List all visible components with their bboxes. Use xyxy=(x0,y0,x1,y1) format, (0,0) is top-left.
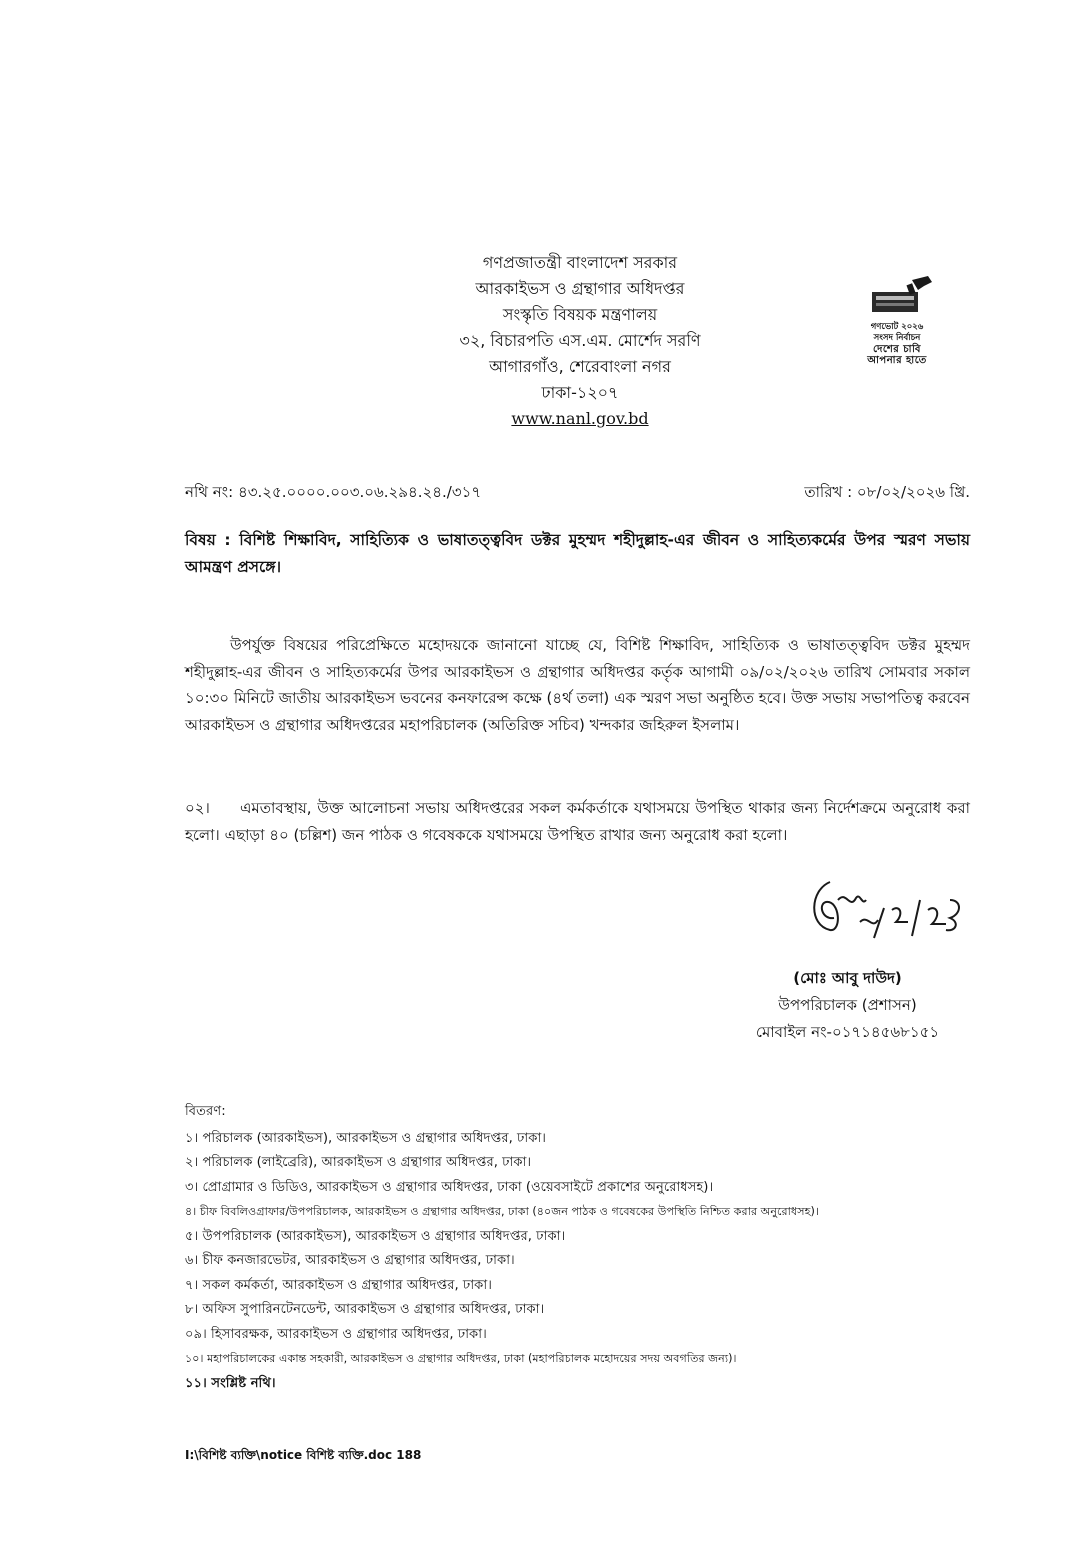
list-item: ১। পরিচালক (আরকাইভস), আরকাইভস ও গ্রন্থাগার অধিদপ্তর, ঢাকা। xyxy=(185,1130,547,1146)
election-slogan xyxy=(832,322,962,366)
election-logo xyxy=(832,272,962,372)
letterhead xyxy=(390,250,770,432)
distribution-title: বিতরণ: xyxy=(185,1104,226,1119)
signature-icon xyxy=(800,870,970,950)
government-name: গণপ্রজাতন্ত্রী বাংলাদেশ সরকার xyxy=(482,253,678,272)
list-item: ৮। অফিস সুপারিনটেনডেন্ট, আরকাইভস ও গ্রন্থাগার অধিদপ্তর, ঢাকা। xyxy=(185,1302,545,1317)
file-number: নথি নং: ৪৩.২৫.০০০০.০০৩.০৬.২৯৪.২৪./৩১৭ xyxy=(185,483,482,501)
department-name: আরকাইভস ও গ্রন্থাগার অধিদপ্তর xyxy=(475,279,685,298)
website-link[interactable]: www.nanl.gov.bd xyxy=(511,409,649,428)
file-path-footer: I:\বিশিষ্ট ব্যক্তি\notice বিশিষ্ট ব্যক্তি.doc 188 xyxy=(185,1448,422,1462)
list-item: ৫। উপপরিচালক (আরকাইভস), আরকাইভস ও গ্রন্থাগার অধিদপ্তর, ঢাকা। xyxy=(185,1228,566,1244)
slogan-line-4: আপনার হাতে xyxy=(867,355,927,366)
list-item: ১১। সংশ্লিষ্ট নথি। xyxy=(185,1375,276,1391)
list-item: ৭। সকল কর্মকর্তা, আরকাইভস ও গ্রন্থাগার অধিদপ্তর, ঢাকা। xyxy=(185,1277,492,1293)
subject-line: বিষয় : বিশিষ্ট শিক্ষাবিদ, সাহিত্যিক ও ভাষাতত্ত্ববিদ ডক্টর মুহম্মদ শহীদুল্লাহ-এর জীবন ও সাহিত্যকর্মের উপর স্মরণ সভায় আমন্ত্রণ প্রসঙ্গে। xyxy=(185,531,970,576)
list-item: ৬। চীফ কনজারভেটর, আরকাইভস ও গ্রন্থাগার অধিদপ্তর, ঢাকা। xyxy=(185,1253,515,1268)
list-item: ০৯। হিসাবরক্ষক, আরকাইভস ও গ্রন্থাগার অধিদপ্তর, ঢাকা। xyxy=(185,1326,487,1342)
list-item: ৩। প্রোগ্রামার ও ডিডিও, আরকাইভস ও গ্রন্থাগার অধিদপ্তর, ঢাকা (ওয়েবসাইটে প্রকাশের অনুরোধসহ)। xyxy=(185,1179,714,1195)
ballot-box-icon xyxy=(832,272,962,322)
slogan-line-3: দেশের চাবি xyxy=(873,344,921,355)
address-line-1: ৩২, বিচারপতি এস.এম. মোর্শেদ সরণি xyxy=(459,331,701,350)
address-city: ঢাকা-১২০৭ xyxy=(541,383,619,402)
distribution-list xyxy=(185,1100,985,1396)
slogan-line-2: সংসদ নির্বাচন xyxy=(873,333,921,343)
paragraph-number: ০২। xyxy=(185,799,210,817)
list-item: ২। পরিচালক (লাইব্রেরি), আরকাইভস ও গ্রন্থাগার অধিদপ্তর, ঢাকা। xyxy=(185,1155,532,1170)
signatory-name: (মোঃ আবু দাউদ) xyxy=(793,969,902,987)
address-line-2: আগারগাঁও, শেরেবাংলা নগর xyxy=(489,357,671,376)
list-item: ১০। মহাপরিচালকের একান্ত সহকারী, আরকাইভস ও গ্রন্থাগার অধিদপ্তর, ঢাকা (মহাপরিচালক মহোদয়ের সদয় অবগতির জন্য)। xyxy=(185,1352,737,1365)
list-item: ৪। চীফ বিবলিওগ্রাফার/উপপরিচালক, আরকাইভস ও গ্রন্থাগার অধিদপ্তর, ঢাকা (৪০জন পাঠক ও গবেষকের উপস্থিতি নিশ্চিত করার অনুরোধসহ)। xyxy=(185,1205,819,1218)
handwritten-signature xyxy=(800,870,970,950)
signatory-designation: উপপরিচালক (প্রশাসন) xyxy=(778,996,917,1014)
body-paragraph-1: উপর্যুক্ত বিষয়ের পরিপ্রেক্ষিতে মহোদয়কে জানানো যাচ্ছে যে, বিশিষ্ট শিক্ষাবিদ, সাহিত্যিক ও ভাষাতত্ত্ববিদ ডক্টর মুহম্মদ শহীদুল্লাহ-এর জীবন ও সাহিত্যকর্মের উপর আরকাইভস ও গ্রন্থাগার অধিদপ্তর কর্তৃক আগামী ০৯/০২/২০২৬ তারিখ সোমবার সকাল ১০:৩০ মিনিটে জাতীয় আরকাইভস ভবনের কনফারেন্স কক্ষে (৪র্থ তলা) এক স্মরণ সভা অনুষ্ঠিত হবে। উক্ত সভায় সভাপতিত্ব করবেন আরকাইভস ও গ্রন্থাগার অধিদপ্তরের মহাপরিচালক (অতিরিক্ত সচিব) খন্দকার জহিরুল ইসলাম। xyxy=(185,636,970,734)
signatory-block xyxy=(720,965,975,1046)
ministry-name: সংস্কৃতি বিষয়ক মন্ত্রণালয় xyxy=(502,305,658,324)
body-paragraph-2 xyxy=(185,795,970,848)
paragraph-2-text: এমতাবস্থায়, উক্ত আলোচনা সভায় অধিদপ্তরের সকল কর্মকর্তাকে যথাসময়ে উপস্থিত থাকার জন্য নির্দেশক্রমে অনুরোধ করা হলো। এছাড়া ৪০ (চল্লিশ) জন পাঠক ও গবেষককে যথাসময়ে উপস্থিত রাখার জন্য অনুরোধ করা হলো। xyxy=(185,799,970,844)
signatory-mobile: মোবাইল নং-০১৭১৪৫৬৮১৫১ xyxy=(755,1023,940,1041)
letter-date: তারিখ : ০৮/০২/২০২৬ খ্রি. xyxy=(804,483,970,501)
slogan-line-1: গণভোট ২০২৬ xyxy=(870,322,924,332)
